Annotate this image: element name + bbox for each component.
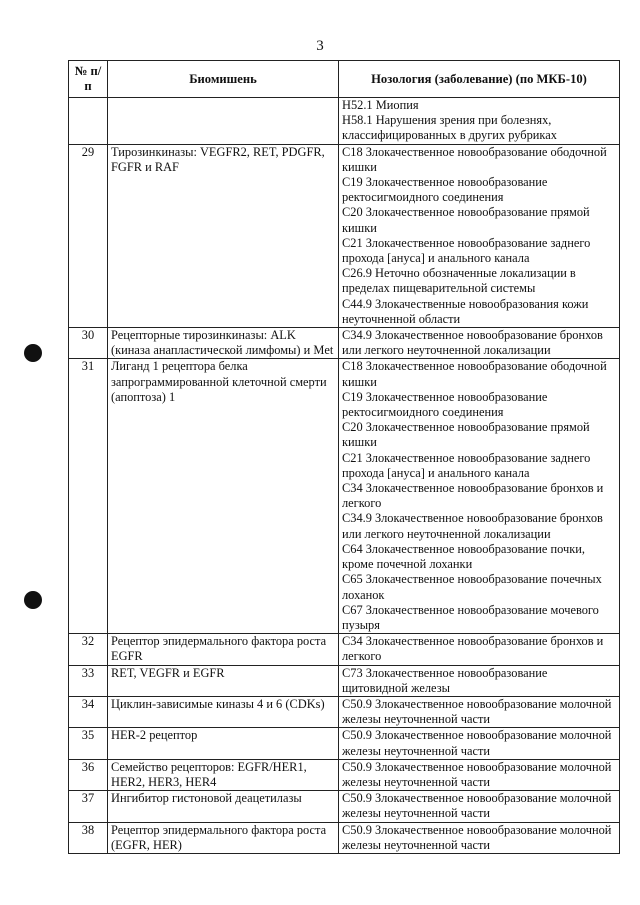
diagnosis-entry: C21 Злокачественное новообразование заднего прохода [ануса] и анального канала	[342, 450, 591, 480]
table-row	[69, 634, 620, 665]
biotarget-cell: Рецепторные тирозинкиназы: ALK (киназа анапластической лимфомы) и Met	[108, 328, 339, 359]
diagnosis-entry: C26.9 Неточно обозначенные локализации в пределах пищеварительной системы	[342, 266, 576, 296]
diagnosis-entry: C67 Злокачественное новообразование мочевого пузыря	[342, 602, 599, 632]
nosology-cell	[339, 759, 620, 790]
row-number: 35	[69, 728, 108, 759]
biotarget-cell: Лиганд 1 рецептора белка запрограммированной клеточной смерти (апоптоза) 1	[108, 359, 339, 634]
header-nosology: Нозология (заболевание) (по МКБ-10)	[339, 61, 620, 98]
biotarget-cell: Семейство рецепторов: EGFR/HER1, HER2, HER3, HER4	[108, 759, 339, 790]
header-biotarget: Биомишень	[108, 61, 339, 98]
punch-hole-mark	[24, 344, 42, 362]
nosology-cell	[339, 359, 620, 634]
nosology-cell	[339, 665, 620, 696]
table-row	[69, 822, 620, 853]
row-number: 33	[69, 665, 108, 696]
row-number: 36	[69, 759, 108, 790]
biotarget-cell: Тирозинкиназы: VEGFR2, RET, PDGFR, FGFR и RAF	[108, 144, 339, 327]
diagnosis-entry: C73 Злокачественное новообразование щитовидной железы	[342, 665, 548, 695]
diagnosis-entry: H58.1 Нарушения зрения при болезнях, классифицированных в других рубриках	[342, 113, 557, 143]
diagnosis-entry: C19 Злокачественное новообразование ректосигмоидного соединения	[342, 389, 548, 420]
diagnosis-entry: C65 Злокачественное новообразование почечных лоханок	[342, 572, 602, 602]
table-row	[69, 696, 620, 727]
biotarget-cell: Ингибитор гистоновой деацетилазы	[108, 791, 339, 822]
table-row	[69, 328, 620, 359]
table-row	[69, 791, 620, 822]
nosology-cell	[339, 328, 620, 359]
diagnosis-entry: C50.9 Злокачественное новообразование молочной железы неуточненной части	[342, 759, 612, 789]
header-number: № п/п	[69, 61, 108, 98]
row-number: 31	[69, 359, 108, 634]
nosology-table	[68, 60, 620, 854]
row-number: 29	[69, 144, 108, 327]
diagnosis-entry: C18 Злокачественное новообразование ободочной кишки	[342, 144, 607, 174]
punch-hole-mark	[24, 591, 42, 609]
diagnosis-entry: C20 Злокачественное новообразование прямой кишки	[342, 420, 590, 450]
row-number	[69, 98, 108, 145]
biotarget-cell: Рецептор эпидермального фактора роста (EGFR, HER)	[108, 822, 339, 853]
table-row	[69, 144, 620, 327]
table-row	[69, 759, 620, 790]
table-row	[69, 728, 620, 759]
diagnosis-entry: C50.9 Злокачественное новообразование молочной железы неуточненной части	[342, 822, 612, 852]
page-number: 3	[316, 38, 324, 54]
diagnosis-entry: H52.1 Миопия	[342, 98, 419, 112]
table-body	[69, 98, 620, 854]
diagnosis-entry: C34.9 Злокачественное новообразование бронхов или легкого неуточненной локализации	[342, 511, 603, 541]
row-number: 37	[69, 791, 108, 822]
diagnosis-entry: C50.9 Злокачественное новообразование молочной железы неуточненной части	[342, 791, 612, 821]
table-row	[69, 359, 620, 634]
diagnosis-entry: C50.9 Злокачественное новообразование молочной железы неуточненной части	[342, 696, 612, 727]
diagnosis-entry: C34.9 Злокачественное новообразование бронхов или легкого неуточненной локализации	[342, 328, 603, 358]
nosology-cell	[339, 98, 620, 145]
table-header-row	[69, 61, 620, 98]
nosology-cell	[339, 822, 620, 853]
diagnosis-entry: C19 Злокачественное новообразование ректосигмоидного соединения	[342, 175, 548, 205]
diagnosis-entry: C20 Злокачественное новообразование прямой кишки	[342, 205, 590, 235]
biotarget-cell: Рецептор эпидермального фактора роста EGFR	[108, 634, 339, 665]
diagnosis-entry: C50.9 Злокачественное новообразование молочной железы неуточненной части	[342, 728, 612, 758]
nosology-cell	[339, 634, 620, 665]
biotarget-cell: Циклин-зависимые киназы 4 и 6 (CDKs)	[108, 696, 339, 727]
row-number: 34	[69, 696, 108, 727]
diagnosis-entry: C34 Злокачественное новообразование бронхов и легкого	[342, 634, 604, 664]
diagnosis-entry: C21 Злокачественное новообразование заднего прохода [ануса] и анального канала	[342, 235, 591, 266]
table-row	[69, 98, 620, 145]
nosology-cell	[339, 144, 620, 327]
biotarget-cell	[108, 98, 339, 145]
biotarget-cell: RET, VEGFR и EGFR	[108, 665, 339, 696]
diagnosis-entry: C44.9 Злокачественные новообразования кожи неуточненной области	[342, 296, 589, 326]
diagnosis-entry: C64 Злокачественное новообразование почки, кроме почечной лоханки	[342, 541, 585, 572]
diagnosis-entry: C18 Злокачественное новообразование ободочной кишки	[342, 359, 607, 389]
diagnosis-entry: C34 Злокачественное новообразование бронхов и легкого	[342, 481, 604, 511]
table-row	[69, 665, 620, 696]
row-number: 30	[69, 328, 108, 359]
nosology-cell	[339, 696, 620, 727]
biotarget-cell: HER-2 рецептор	[108, 728, 339, 759]
row-number: 38	[69, 822, 108, 853]
nosology-cell	[339, 791, 620, 822]
nosology-cell	[339, 728, 620, 759]
row-number: 32	[69, 634, 108, 665]
